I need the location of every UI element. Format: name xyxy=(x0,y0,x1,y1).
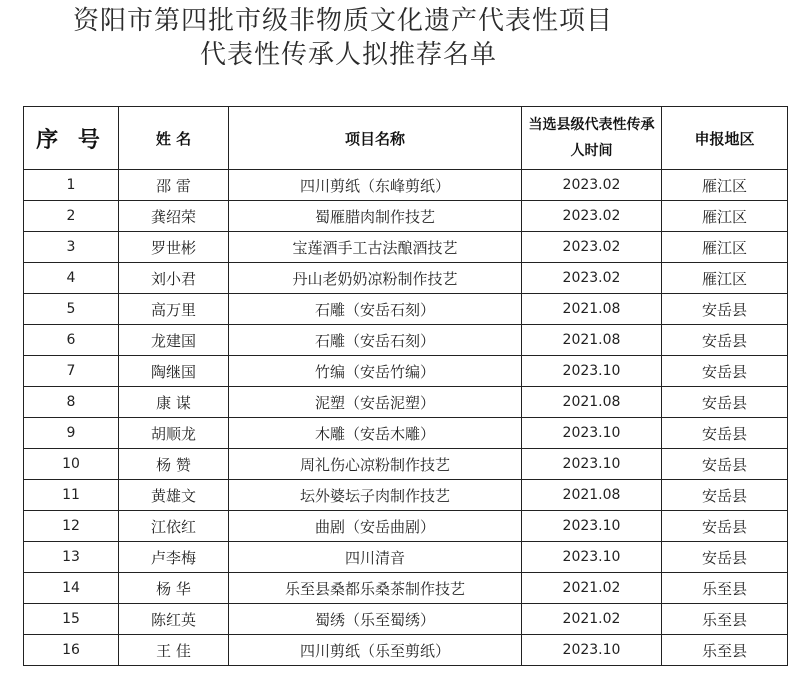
cell-seq: 7 xyxy=(24,356,119,387)
cell-name: 卢李梅 xyxy=(119,542,229,573)
header-name: 姓 名 xyxy=(119,107,229,170)
cell-seq: 14 xyxy=(24,573,119,604)
cell-seq: 8 xyxy=(24,387,119,418)
table-row xyxy=(24,356,788,387)
cell-date: 2021.02 xyxy=(522,573,662,604)
cell-seq: 15 xyxy=(24,604,119,635)
cell-date: 2023.10 xyxy=(522,511,662,542)
cell-project: 竹编（安岳竹编） xyxy=(229,356,522,387)
cell-seq: 16 xyxy=(24,635,119,666)
table-row xyxy=(24,170,788,201)
cell-name: 胡顺龙 xyxy=(119,418,229,449)
cell-name: 康 谋 xyxy=(119,387,229,418)
cell-seq: 11 xyxy=(24,480,119,511)
table-row xyxy=(24,201,788,232)
table-row xyxy=(24,325,788,356)
cell-region: 安岳县 xyxy=(662,449,788,480)
cell-region: 安岳县 xyxy=(662,325,788,356)
cell-name: 杨 赞 xyxy=(119,449,229,480)
header-region: 申报地区 xyxy=(662,107,788,170)
cell-seq: 4 xyxy=(24,263,119,294)
table-row xyxy=(24,480,788,511)
cell-region: 安岳县 xyxy=(662,511,788,542)
cell-name: 刘小君 xyxy=(119,263,229,294)
cell-region: 乐至县 xyxy=(662,573,788,604)
cell-project: 四川剪纸（东峰剪纸） xyxy=(229,170,522,201)
cell-seq: 10 xyxy=(24,449,119,480)
cell-seq: 6 xyxy=(24,325,119,356)
cell-date: 2023.02 xyxy=(522,201,662,232)
cell-project: 蜀绣（乐至蜀绣） xyxy=(229,604,522,635)
cell-name: 龙建国 xyxy=(119,325,229,356)
cell-seq: 1 xyxy=(24,170,119,201)
cell-date: 2023.10 xyxy=(522,542,662,573)
document-title: 资阳市第四批市级非物质文化遗产代表性项目 xyxy=(73,6,614,36)
cell-region: 安岳县 xyxy=(662,387,788,418)
header-seq: 序 号 xyxy=(24,107,119,170)
cell-region: 乐至县 xyxy=(662,604,788,635)
cell-date: 2023.02 xyxy=(522,170,662,201)
cell-project: 周礼伤心凉粉制作技艺 xyxy=(229,449,522,480)
cell-region: 雁江区 xyxy=(662,232,788,263)
cell-name: 杨 华 xyxy=(119,573,229,604)
cell-project: 泥塑（安岳泥塑） xyxy=(229,387,522,418)
cell-seq: 2 xyxy=(24,201,119,232)
cell-date: 2021.02 xyxy=(522,604,662,635)
cell-seq: 3 xyxy=(24,232,119,263)
cell-name: 陈红英 xyxy=(119,604,229,635)
cell-seq: 13 xyxy=(24,542,119,573)
cell-project: 坛外婆坛子肉制作技艺 xyxy=(229,480,522,511)
cell-region: 雁江区 xyxy=(662,170,788,201)
cell-seq: 12 xyxy=(24,511,119,542)
table-body xyxy=(24,170,788,666)
cell-region: 安岳县 xyxy=(662,294,788,325)
cell-name: 龚绍荣 xyxy=(119,201,229,232)
cell-project: 四川清音 xyxy=(229,542,522,573)
cell-region: 安岳县 xyxy=(662,480,788,511)
cell-name: 江依红 xyxy=(119,511,229,542)
cell-project: 乐至县桑都乐桑茶制作技艺 xyxy=(229,573,522,604)
cell-project: 石雕（安岳石刻） xyxy=(229,294,522,325)
header-time: 当选县级代表性传承人时间 xyxy=(522,107,662,170)
cell-project: 石雕（安岳石刻） xyxy=(229,325,522,356)
cell-date: 2023.02 xyxy=(522,232,662,263)
cell-name: 邵 雷 xyxy=(119,170,229,201)
table-row xyxy=(24,604,788,635)
cell-name: 陶继国 xyxy=(119,356,229,387)
table-row xyxy=(24,387,788,418)
inheritor-table xyxy=(23,106,788,666)
cell-region: 安岳县 xyxy=(662,418,788,449)
cell-date: 2023.10 xyxy=(522,356,662,387)
cell-name: 罗世彬 xyxy=(119,232,229,263)
table-row xyxy=(24,294,788,325)
cell-region: 安岳县 xyxy=(662,356,788,387)
table-row xyxy=(24,511,788,542)
cell-project: 木雕（安岳木雕） xyxy=(229,418,522,449)
table-row xyxy=(24,449,788,480)
table-row xyxy=(24,573,788,604)
cell-seq: 9 xyxy=(24,418,119,449)
table-header-row xyxy=(24,107,788,170)
document-subtitle: 代表性传承人拟推荐名单 xyxy=(200,40,498,70)
cell-project: 蜀雁腊肉制作技艺 xyxy=(229,201,522,232)
header-project: 项目名称 xyxy=(229,107,522,170)
table-row xyxy=(24,232,788,263)
cell-project: 曲剧（安岳曲剧） xyxy=(229,511,522,542)
cell-region: 乐至县 xyxy=(662,635,788,666)
cell-region: 雁江区 xyxy=(662,201,788,232)
cell-project: 丹山老奶奶凉粉制作技艺 xyxy=(229,263,522,294)
cell-project: 四川剪纸（乐至剪纸） xyxy=(229,635,522,666)
cell-project: 宝莲酒手工古法酿酒技艺 xyxy=(229,232,522,263)
table-row xyxy=(24,542,788,573)
cell-region: 安岳县 xyxy=(662,542,788,573)
cell-name: 王 佳 xyxy=(119,635,229,666)
cell-date: 2021.08 xyxy=(522,480,662,511)
cell-date: 2023.10 xyxy=(522,418,662,449)
cell-date: 2023.10 xyxy=(522,449,662,480)
cell-date: 2021.08 xyxy=(522,325,662,356)
cell-name: 黄雄文 xyxy=(119,480,229,511)
cell-seq: 5 xyxy=(24,294,119,325)
table-row xyxy=(24,418,788,449)
cell-date: 2023.10 xyxy=(522,635,662,666)
cell-date: 2021.08 xyxy=(522,294,662,325)
cell-date: 2023.02 xyxy=(522,263,662,294)
cell-region: 雁江区 xyxy=(662,263,788,294)
cell-date: 2021.08 xyxy=(522,387,662,418)
table-row xyxy=(24,263,788,294)
table-row xyxy=(24,635,788,666)
cell-name: 高万里 xyxy=(119,294,229,325)
